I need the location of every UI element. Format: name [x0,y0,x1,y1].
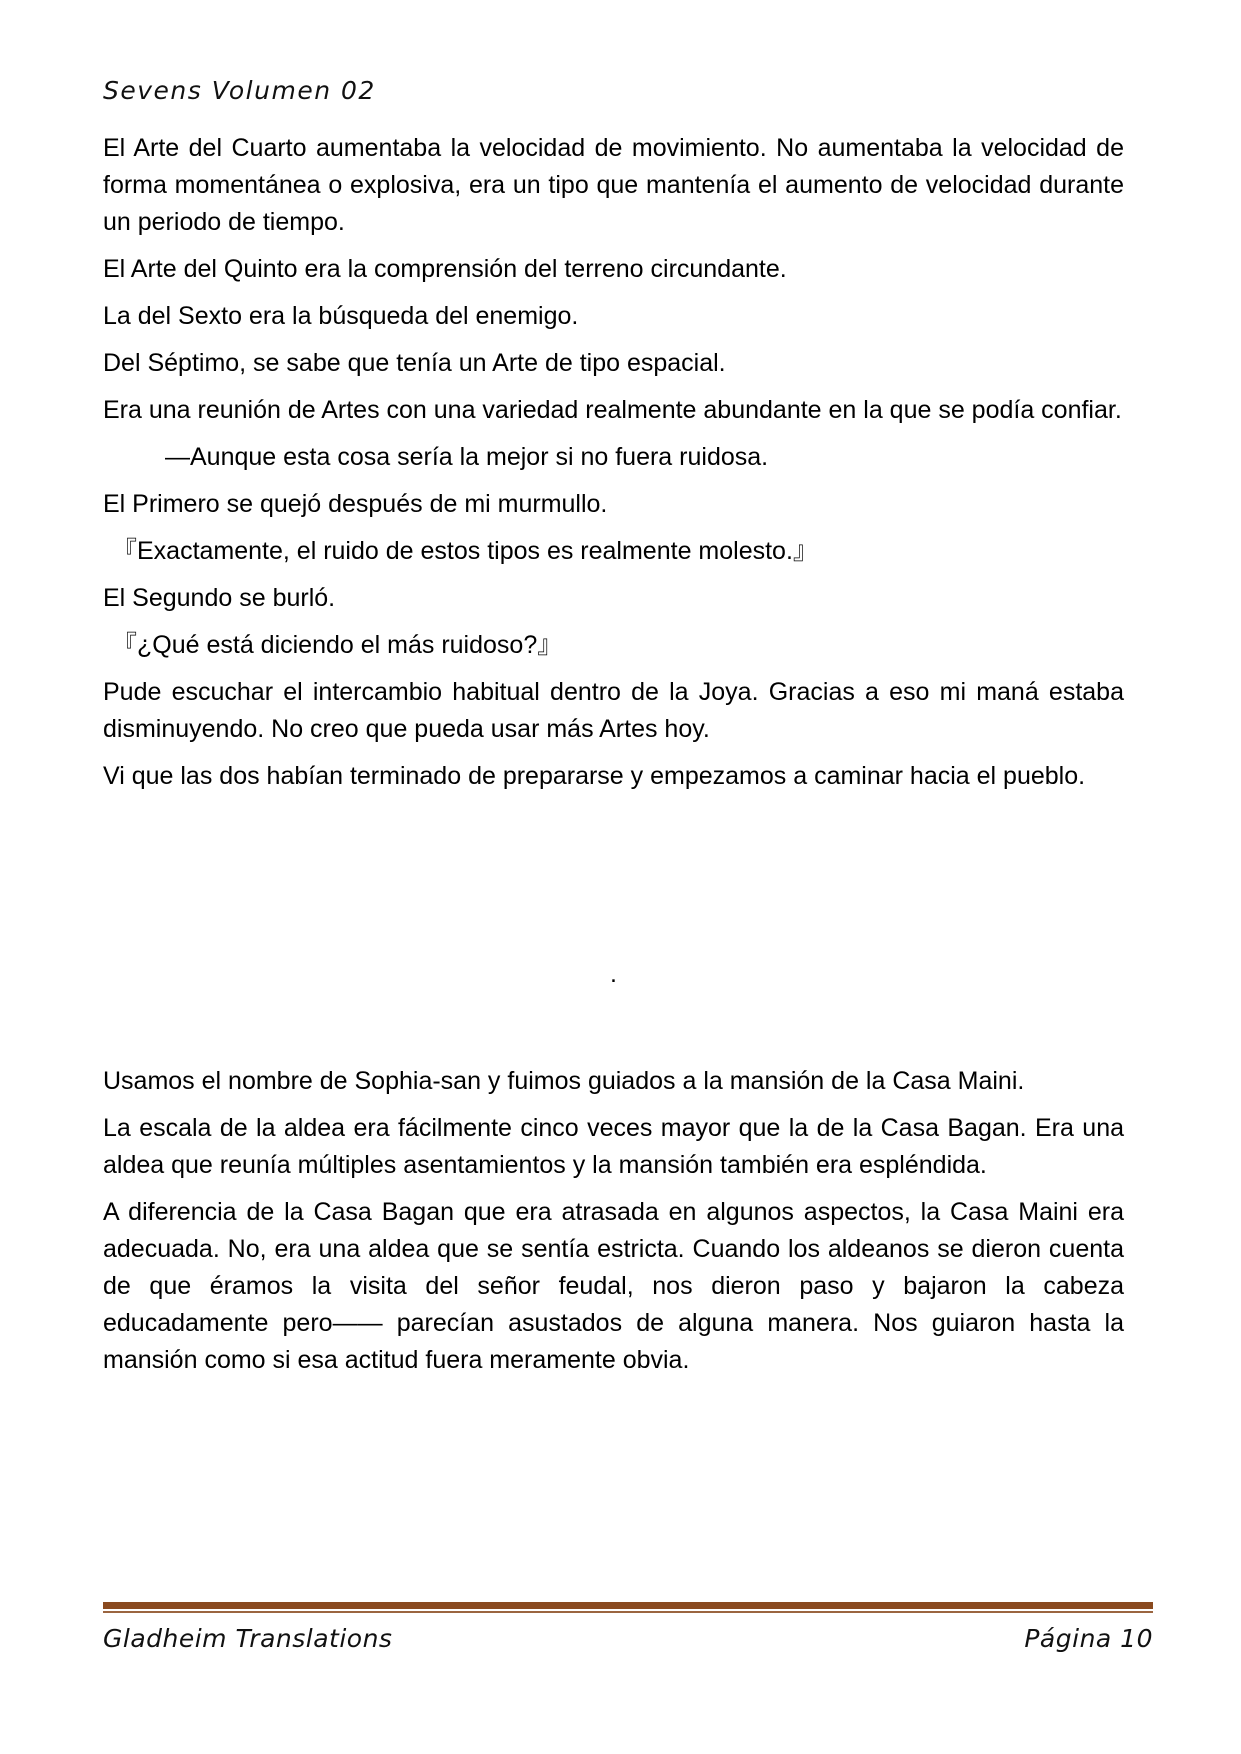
paragraph: A diferencia de la Casa Bagan que era atrasada en algunos aspectos, la Casa Maini era adecuada. No, era una aldea que se sentía estricta. Cuando los aldeanos se dieron cuenta de que éramos la visita del señor feudal, nos dieron paso y bajaron la cabeza educadamente pero—— parecían asustados de alguna manera. Nos guiaron hasta la mansión como si esa actitud fuera meramente obvia. [103,1198,1124,1374]
paragraph: Usamos el nombre de Sophia-san y fuimos guiados a la mansión de la Casa Maini. [103,1067,1025,1095]
page-footer [103,1602,1153,1653]
document-body [103,130,1124,1389]
footer-page-number: Página 10 [1024,1624,1153,1653]
paragraph: Era una reunión de Artes con una variedad realmente abundante en la que se podía confiar. [103,396,1122,424]
paragraph: Del Séptimo, se sabe que tenía un Arte de tipo espacial. [103,349,726,377]
paragraph: Pude escuchar el intercambio habitual dentro de la Joya. Gracias a eso mi maná estaba disminuyendo. No creo que pueda usar más Artes hoy. [103,678,1124,743]
paragraph: El Segundo se burló. [103,584,336,612]
paragraph: Vi que las dos habían terminado de prepararse y empezamos a caminar hacia el pueblo. [103,762,1086,790]
paragraph: 『Exactamente, el ruido de estos tipos es realmente molesto.』 [112,537,818,565]
scene-separator: . [610,960,617,988]
footer-text-row [103,1624,1153,1653]
paragraph: La del Sexto era la búsqueda del enemigo. [103,302,579,330]
footer-rule-thin [103,1611,1153,1613]
paragraph: El Primero se quejó después de mi murmullo. [103,490,608,518]
paragraph: El Arte del Quinto era la comprensión del terreno circundante. [103,255,787,283]
paragraph: 『¿Qué está diciendo el más ruidoso?』 [112,631,563,659]
paragraph: —Aunque esta cosa sería la mejor si no fuera ruidosa. [165,443,769,471]
paragraph: El Arte del Cuarto aumentaba la velocidad de movimiento. No aumentaba la velocidad de forma momentánea o explosiva, era un tipo que mantenía el aumento de velocidad durante un periodo de tiempo. [103,134,1124,236]
page-header-title: Sevens Volumen 02 [103,76,376,105]
footer-translator-credit: Gladheim Translations [103,1624,393,1653]
footer-rule-thick [103,1602,1153,1609]
paragraph: La escala de la aldea era fácilmente cinco veces mayor que la de la Casa Bagan. Era una aldea que reunía múltiples asentamientos y la mansión también era espléndida. [103,1114,1124,1179]
